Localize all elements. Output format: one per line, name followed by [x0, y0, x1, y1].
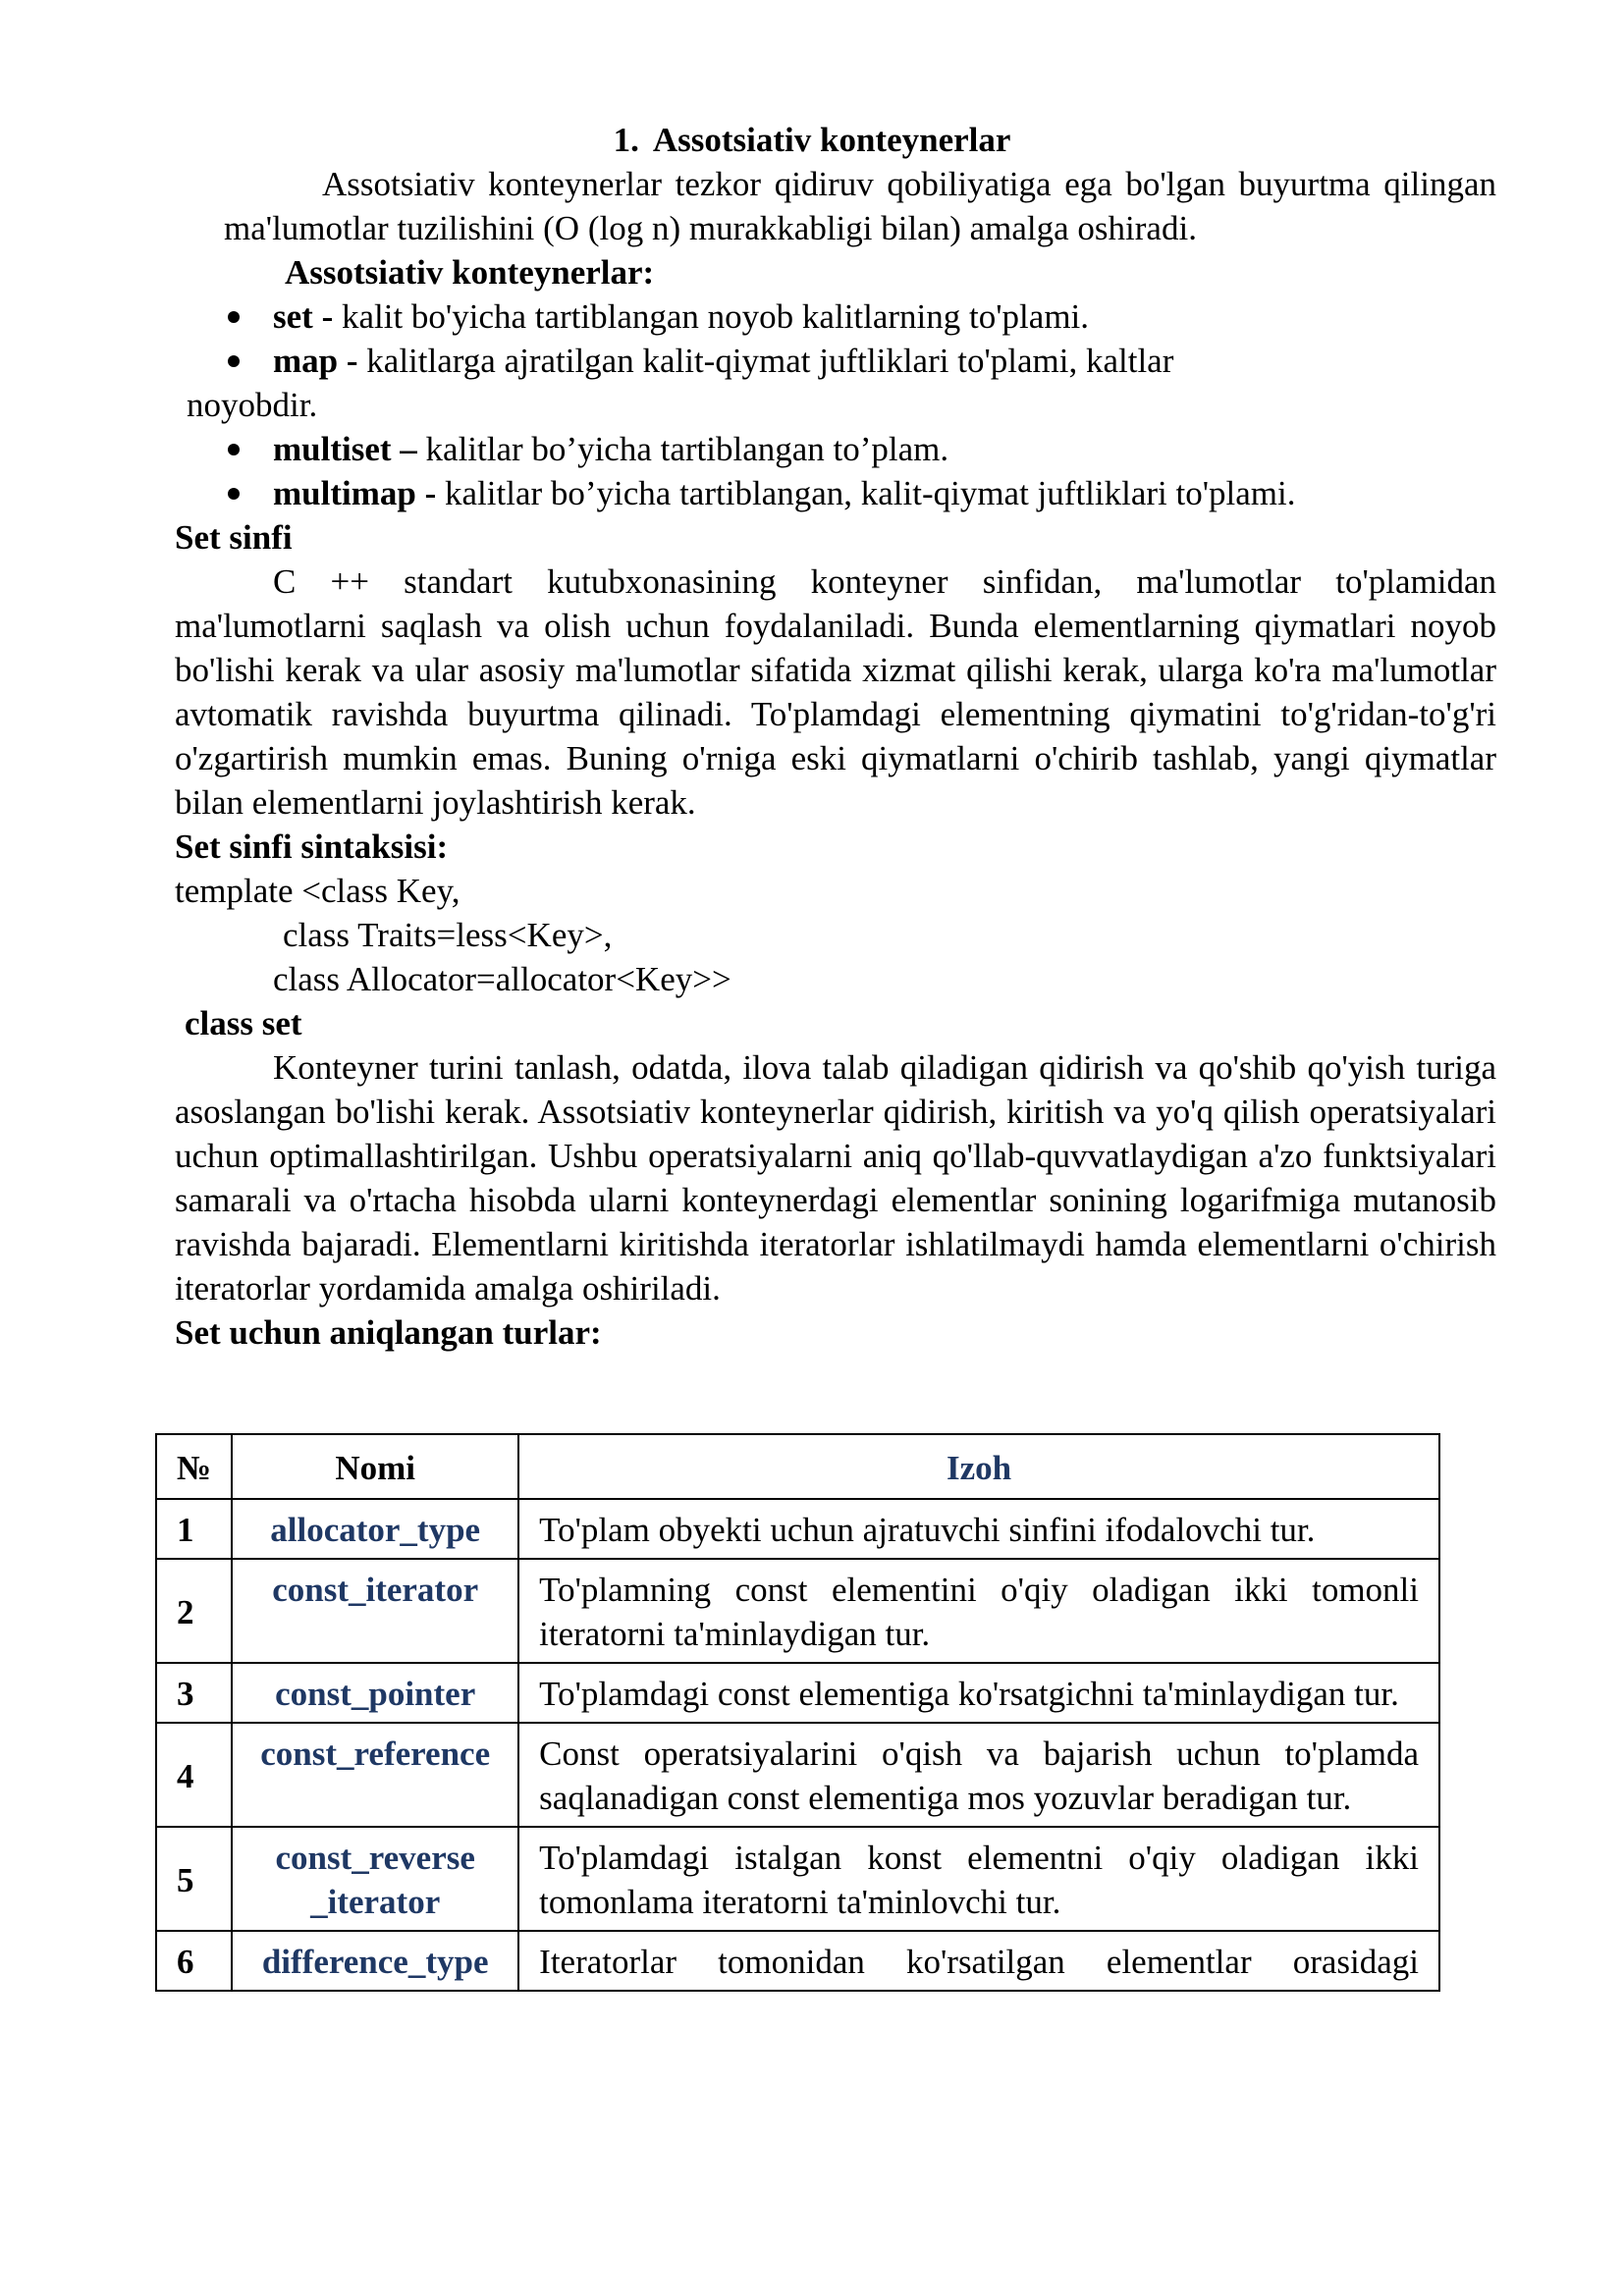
list-item-term: set	[273, 297, 313, 336]
bullet-icon	[228, 355, 240, 367]
types-heading: Set uchun aniqlangan turlar:	[175, 1313, 602, 1352]
row-name: const_pointer	[232, 1663, 518, 1723]
class-set-line: class set	[185, 1004, 302, 1042]
list-item-term: map	[273, 342, 339, 380]
row-desc: To'plamdagi const elementiga ko'rsatgichni ta'minlaydigan tur.	[518, 1663, 1439, 1723]
table-row	[156, 1663, 1439, 1723]
row-desc: To'plam obyekti uchun ajratuvchi sinfini ifodalovchi tur.	[518, 1499, 1439, 1559]
code-line: class Allocator=allocator<Key>>	[273, 960, 731, 998]
row-name: const_iterator	[232, 1559, 518, 1663]
list-item-separator: -	[312, 297, 342, 336]
row-num: 5	[156, 1827, 232, 1931]
list-item	[187, 427, 1483, 471]
table-row	[156, 1827, 1439, 1931]
containers-subheading: Assotsiativ konteynerlar:	[285, 253, 655, 292]
row-num: 1	[156, 1499, 232, 1559]
list-item-separator: –	[391, 430, 426, 468]
bullet-icon	[228, 311, 240, 323]
row-num: 2	[156, 1559, 232, 1663]
section-title	[0, 118, 1624, 162]
list-item-text: kalitlar bo’yicha tartiblangan, kalit-qiymat juftliklari to'plami.	[445, 474, 1296, 512]
header-name: Nomi	[232, 1434, 518, 1499]
section-title-text: Assotsiativ konteynerlar	[652, 121, 1011, 159]
list-item-text: kalitlar bo’yicha tartiblangan to’plam.	[425, 430, 949, 468]
list-item	[187, 339, 1483, 427]
section-number: 1.	[613, 121, 639, 159]
row-num: 6	[156, 1931, 232, 1991]
table-row	[156, 1931, 1439, 1991]
list-item-continuation: noyobdir.	[187, 386, 318, 424]
container-list	[187, 294, 1483, 515]
set-section	[175, 515, 1496, 1355]
intro-paragraph: Assotsiativ konteynerlar tezkor qidiruv qobiliyatiga ega bo'lgan buyurtma qilingan ma'lumotlar tuzilishini (O (log n) murakkabligi bilan) amalga oshiradi.	[224, 165, 1496, 247]
row-desc: Const operatsiyalarini o'qish va bajarish uchun to'plamda saqlanadigan const elementiga mos yozuvlar beradigan tur.	[518, 1723, 1439, 1827]
row-name: allocator_type	[232, 1499, 518, 1559]
list-item-separator: -	[338, 342, 367, 380]
row-name: const_reverse _iterator	[232, 1827, 518, 1931]
bullet-icon	[228, 444, 240, 455]
list-item-text: kalitlarga ajratilgan kalit-qiymat juftliklari to'plami, kaltlar	[366, 342, 1174, 380]
header-num: №	[156, 1434, 232, 1499]
table-row	[156, 1499, 1439, 1559]
syntax-code	[175, 869, 1496, 1001]
row-name: difference_type	[232, 1931, 518, 1991]
list-item-separator: -	[415, 474, 446, 512]
list-item-text: kalit bo'yicha tartiblangan noyob kalitlarning to'plami.	[341, 297, 1090, 336]
set-heading: Set sinfi	[175, 518, 293, 557]
table-row	[156, 1723, 1439, 1827]
table-header-row	[156, 1434, 1439, 1499]
list-item-term: multimap	[273, 474, 416, 512]
list-item	[187, 471, 1483, 515]
bullet-icon	[228, 488, 240, 500]
syntax-heading: Set sinfi sintaksisi:	[175, 828, 449, 866]
row-num: 3	[156, 1663, 232, 1723]
types-table	[155, 1433, 1440, 1992]
list-item	[187, 294, 1483, 339]
row-desc: Iteratorlar tomonidan ko'rsatilgan elementlar orasidagi	[518, 1931, 1439, 1991]
table-row	[156, 1559, 1439, 1663]
header-desc: Izoh	[518, 1434, 1439, 1499]
code-line: template <class Key,	[175, 872, 460, 910]
row-name: const_reference	[232, 1723, 518, 1827]
row-desc: To'plamning const elementini o'qiy oladigan ikki tomonli iteratorni ta'minlaydigan tur.	[518, 1559, 1439, 1663]
list-item-term: multiset	[273, 430, 392, 468]
row-desc: To'plamdagi istalgan konst elementni o'qiy oladigan ikki tomonlama iteratorni ta'minlovchi tur.	[518, 1827, 1439, 1931]
row-num: 4	[156, 1723, 232, 1827]
container-paragraph: Konteyner turini tanlash, odatda, ilova talab qiladigan qidirish va qo'shib qo'yish turiga asoslangan bo'lishi kerak. Assotsiativ konteynerlar qidirish, kiritish va yo'q qilish operatsiyalari uchun optimallashtirilgan. Ushbu operatsiyalarni aniq qo'llab-quvvatlaydigan a'zo funktsiyalari samarali va o'rtacha hisobda ularni konteynerdagi elementlar sonining logarifmiga mutanosib ravishda bajaradi. Elementlarni kiritishda iteratorlar ishlatilmaydi hamda elementlarni o'chirish iteratorlar yordamida amalga oshiriladi.	[175, 1048, 1496, 1308]
set-paragraph: C ++ standart kutubxonasining konteyner sinfidan, ma'lumotlar to'plamidan ma'lumotlarni saqlash va olish uchun foydalaniladi. Bunda elementlarning qiymatlari noyob bo'lishi kerak va ular asosiy ma'lumotlar sifatida xizmat qilishi kerak, ularga ko'ra ma'lumotlar avtomatik ravishda buyurtma qilinadi. To'plamdagi elementning qiymatini to'g'ridan-to'g'ri o'zgartirish mumkin emas. Buning o'rniga eski qiymatlarni o'chirib tashlab, yangi qiymatlar bilan elementlarni joylashtirish kerak.	[175, 562, 1496, 822]
code-line: class Traits=less<Key>,	[283, 916, 613, 954]
